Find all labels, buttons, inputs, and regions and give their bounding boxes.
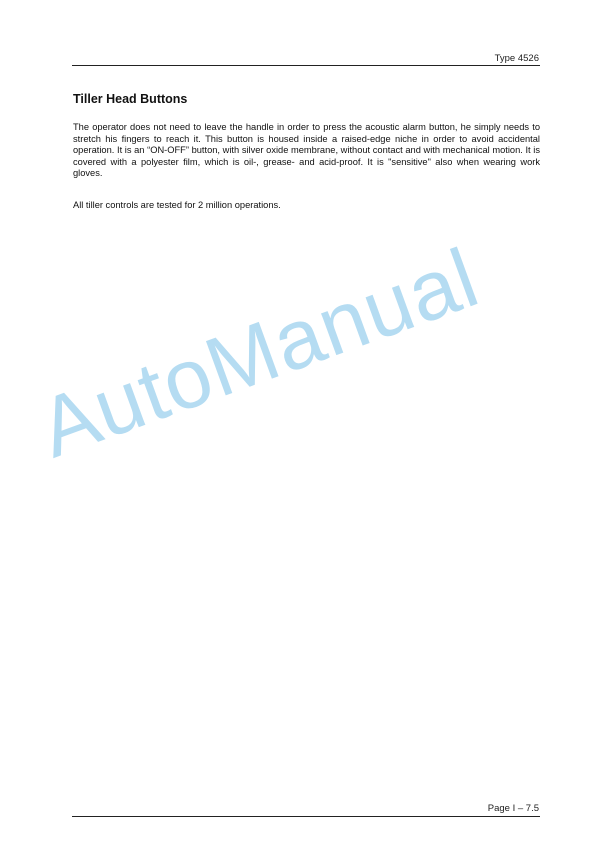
document-type-header: Type 4526 [494, 53, 539, 64]
body-paragraph-1: The operator does not need to leave the handle in order to press the acoustic alarm button, he simply needs to stretch his fingers to reach it. This button is housed inside a raised-edge niche in order to avoid accidental operation. It is an “ON-OFF” button, with silver oxide membrane, without contact and with mechanical motion. It is covered with a polyester film, which is oil-, grease- and acid-proof. It is "sensitive" also when wearing work gloves. [73, 122, 540, 179]
body-paragraph-2: All tiller controls are tested for 2 million operations. [73, 200, 281, 210]
watermark: AutoManual [27, 230, 490, 476]
section-title: Tiller Head Buttons [73, 92, 188, 106]
page-number: Page I – 7.5 [487, 803, 539, 814]
header-divider [72, 65, 540, 66]
footer-divider [72, 816, 540, 817]
